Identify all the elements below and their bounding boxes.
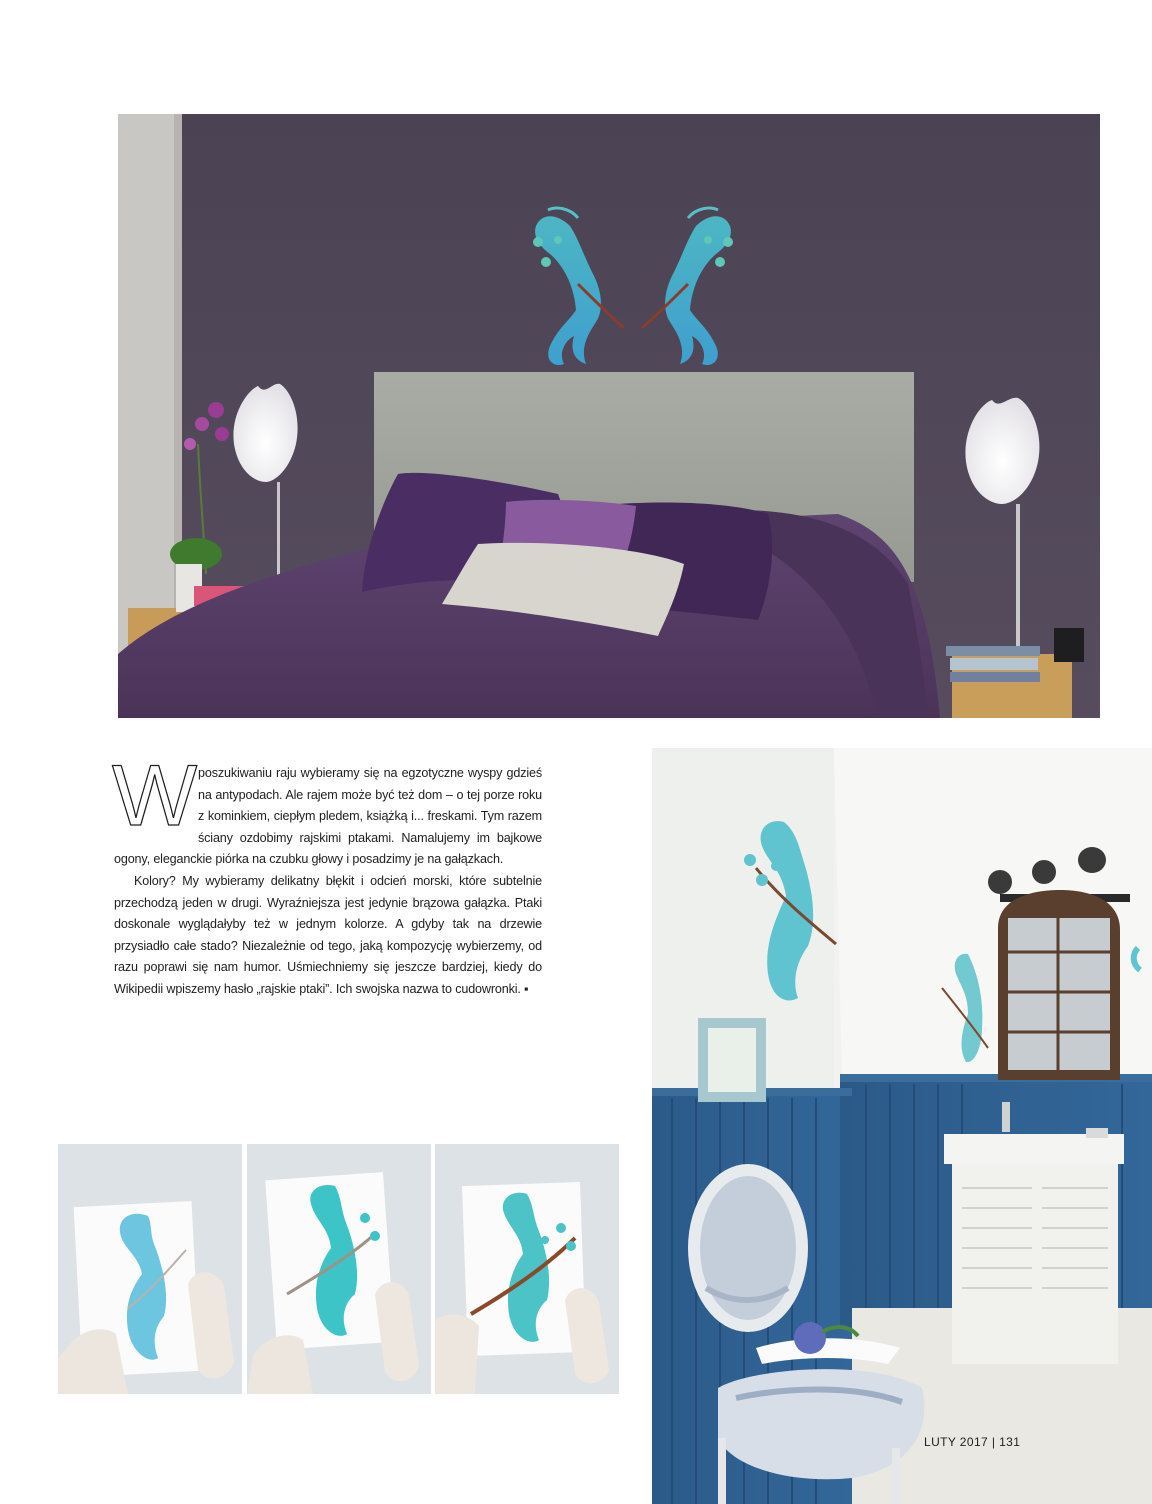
stencil-step-3-photo — [435, 1144, 619, 1394]
sink-cabinet — [944, 1102, 1124, 1364]
article-paragraph-2: Kolory? My wybieramy delikatny błękit i odcień morski, które subtelnie przechodzą jeden w drugi. Wyraźniejsza jest jedynie brązowa gałązka. Ptaki doskonale wyglądałyby też w jednym kolorze. A gdyby tak na drzewie przysiadło całe stado? Niezależnie od tego, jaką kompozycję wybierzemy, od razu poprawi się nam humor. Uśmiechniemy się jeszcze bardziej, kiedy do Wikipedii wpiszemy hasło „rajskie ptaki”. Ich swojska nazwa to cudowronki. ▪ — [114, 873, 542, 996]
bedroom-illustration — [118, 114, 1100, 718]
folio-issue: LUTY 2017 — [924, 1435, 989, 1449]
folio-separator: | — [991, 1435, 996, 1449]
page-folio — [924, 1435, 1020, 1449]
stencil-step-1-photo — [58, 1144, 242, 1394]
bedroom-photo — [118, 114, 1100, 718]
article-paragraph-1: W poszukiwaniu raju wybieramy się na egzotyczne wyspy gdzieś na antypodach. Ale rajem może być też dom – o tej porze roku z kominkiem, ciepłym pledem, książką i... freskami. Tym razem ściany ozdobimy rajskimi ptakami. Namalujemy im bajkowe ogony, eleganckie piórka na czubku głowy i posadzimy je na gałązkach. — [112, 748, 542, 867]
arched-mirror — [998, 890, 1120, 1080]
stencil-step-2-photo — [247, 1144, 431, 1394]
dropcap: W — [112, 748, 194, 844]
bathroom-illustration — [652, 748, 1152, 1504]
bathroom-photo — [652, 748, 1152, 1504]
article-body — [112, 748, 542, 1001]
folio-page-number: 131 — [999, 1435, 1021, 1449]
